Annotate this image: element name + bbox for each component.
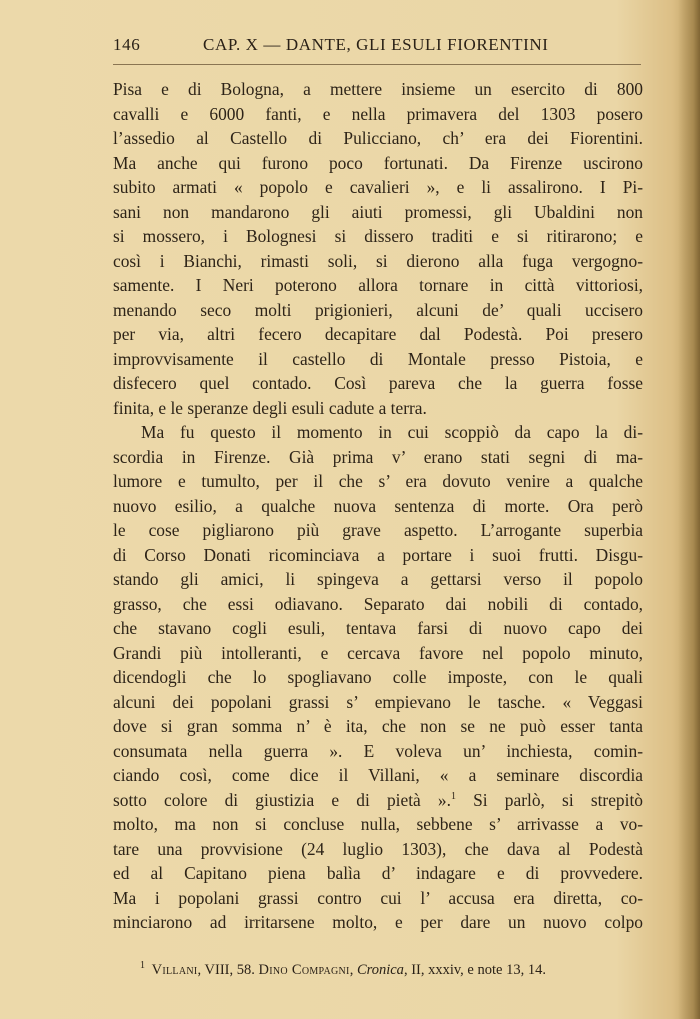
text-line: l’assedio al Castello di Pulicciano, ch’ era dei Fiorentini. [113, 128, 643, 148]
footnote-ref-text: , VIII, 58. [197, 962, 255, 978]
body-text [113, 77, 643, 935]
text-line-part: Si parlò, si strepitò [455, 789, 643, 810]
text-line: improvvisamente il castello di Montale presso Pistoia, e [113, 348, 643, 369]
text-line: grasso, che essi odiavano. Separato dai nobili di contado, [113, 593, 643, 614]
text-line: ciando così, come dice il Villani, « a seminare discordia [113, 765, 643, 785]
text-line: consumata nella guerra ». E voleva un’ inchiesta, comin- [113, 740, 643, 761]
text-line: nuovo esilio, a qualche nuova sentenza di morte. Ora però [113, 495, 643, 516]
text-line: alcuni dei popolani grassi s’ empievano le tasche. « Veggasi [113, 691, 643, 712]
text-line: dicendogli che lo spogliavano colle imposte, con le quali [113, 667, 643, 687]
footnote: $^1$ Villani, VIII, 58. Dino Compagni, Cronica, II, xxxiv, e note 13, 14. [140, 960, 546, 978]
text-line: ed al Capitano piena balìa d’ indagare e di provvedere. [113, 863, 643, 883]
text-line: scordia in Firenze. Già prima v’ erano stati segni di ma- [113, 446, 643, 467]
text-line: minciarono ad irritarsene molto, e per dare un nuovo colpo [113, 912, 643, 932]
text-line: stando gli amici, li spingeva a gettarsi verso il popolo [113, 569, 643, 589]
footnote-number: 1 [140, 960, 145, 971]
page-number: 146 [113, 35, 141, 54]
page-edge-shadow [678, 0, 700, 1019]
footnote-title: Cronica [356, 962, 404, 978]
text-line-part: sotto colore di giustizia e di pietà ». [113, 789, 451, 810]
text-line: disfecero quel contado. Così pareva che la guerra fosse [113, 373, 643, 393]
text-line: tare una provvisione (24 luglio 1303), che dava al Podestà [113, 838, 643, 859]
footnote-author: Villani [151, 962, 198, 978]
text-line: molto, ma non si concluse nulla, sebbene s’ arrivasse a vo- [113, 814, 643, 834]
footnote-ref[interactable]: 1 [450, 790, 456, 802]
footnote-ref-text: , II, xxxiv, e note 13, 14. [403, 962, 546, 978]
text-line: che stavano cogli esuli, tentava farsi di nuovo capo dei [113, 618, 643, 638]
text-line: sani non mandarono gli aiuti promessi, gli Ubaldini non [113, 201, 643, 222]
paragraph-start-line: Ma fu questo il momento in cui scoppiò da capo la di- [141, 422, 643, 442]
text-line: menando seco molti prigionieri, alcuni de’ quali uccisero [113, 299, 643, 320]
text-line: si mossero, i Bolognesi si dissero traditi e si ritirarono; e [113, 226, 643, 246]
text-line: dove si gran somma n’ è ita, che non se ne può esser tanta [113, 716, 643, 736]
text-line: Ma i popolani grassi contro cui l’ accusa era diretta, co- [113, 887, 643, 908]
text-line-with-footnote-ref [113, 788, 643, 813]
text-line: cavalli e 6000 fanti, e nella primavera del 1303 posero [113, 103, 643, 124]
text-line: Grandi più intolleranti, e cercava favore nel popolo minuto, [113, 642, 643, 663]
header-rule [113, 64, 641, 65]
text-line: samente. I Neri poterono allora tornare in città vittoriosi, [113, 275, 643, 295]
text-line: Pisa e di Bologna, a mettere insieme un esercito di 800 [113, 79, 643, 99]
text-line: le cose pigliarono più grave aspetto. L’arrogante superbia [113, 520, 643, 540]
text-line: così i Bianchi, rimasti soli, si dierono alla fuga vergogno- [113, 250, 643, 271]
text-line: finita, e le speranze degli esuli cadute a terra. [113, 397, 427, 418]
footnote-author: Dino Compagni [258, 962, 350, 978]
text-line: lumore e tumulto, per il che s’ era dovuto venire a qualche [113, 471, 643, 491]
text-line: Ma anche qui furono poco fortunati. Da Firenze uscirono [113, 152, 643, 173]
running-head: CAP. X — DANTE, GLI ESULI FIORENTINI [203, 35, 549, 54]
text-line: subito armati « popolo e cavalieri », e li assalirono. I Pi- [113, 177, 643, 197]
text-line: di Corso Donati ricominciava a portare i suoi frutti. Disgu- [113, 544, 643, 565]
text-line: per via, altri fecero decapitare dal Podestà. Poi presero [113, 324, 643, 344]
